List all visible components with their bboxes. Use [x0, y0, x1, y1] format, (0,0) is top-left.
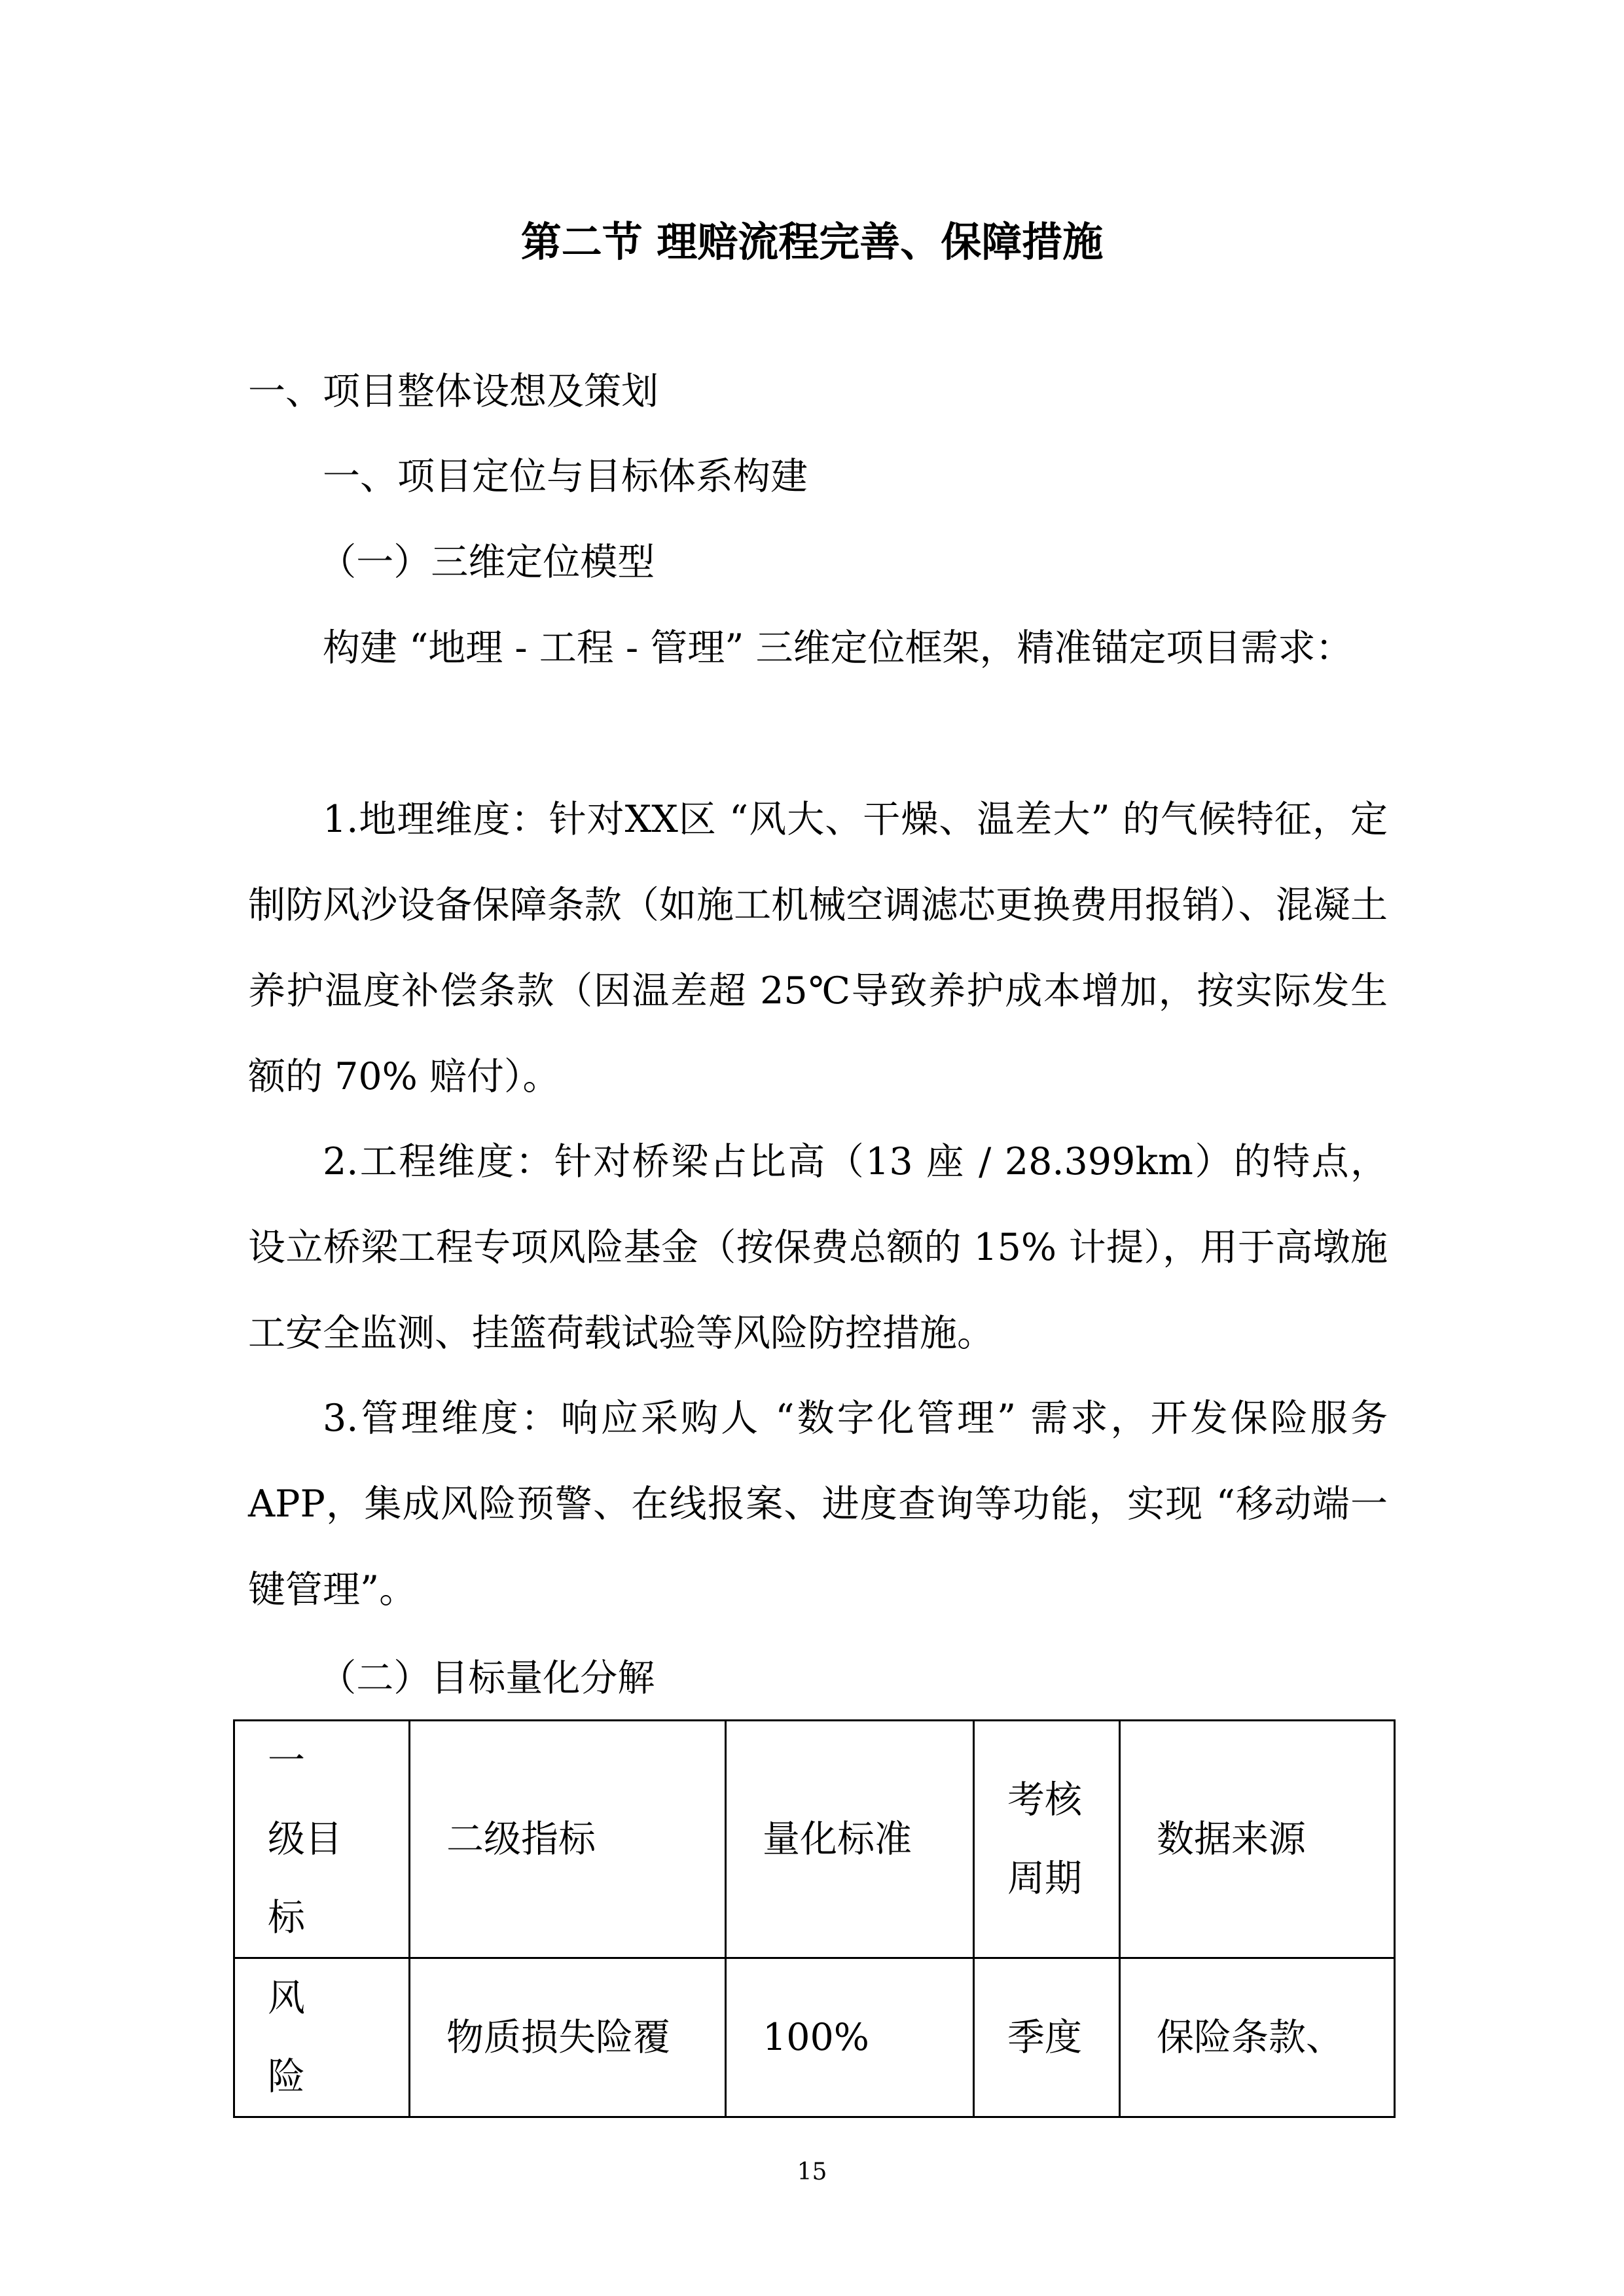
- paragraph-geography: 1.地理维度：针对XX区 “风大、干燥、温差大” 的气候特征，定制防风沙设备保障条款（如施工机械空调滤芯更换费用报销）、混凝土养护温度补偿条款（因温差超 25℃导致养护成本增加，按实际发生额的 70% 赔付）。: [248, 798, 1388, 1098]
- table-header-cell: 考核周期: [974, 1721, 1120, 1958]
- table-cell: 季度: [974, 1958, 1120, 2117]
- heading-level3: （一）三维定位模型: [319, 541, 655, 584]
- paragraph-intro: 构建 “地理 - 工程 - 管理” 三维定位框架，精准锚定项目需求：: [323, 626, 1353, 670]
- table-header-cell: 数据来源: [1120, 1721, 1395, 1958]
- table-cell: 风 险: [234, 1958, 410, 2117]
- page-number: 15: [797, 2159, 827, 2185]
- section-title: 第二节 理赔流程完善、保障措施: [520, 218, 1104, 266]
- heading-level1: 一、项目整体设想及策划: [248, 370, 659, 413]
- table-cell: 物质损失险覆: [410, 1958, 726, 2117]
- table-header-cell: 二级指标: [410, 1721, 726, 1958]
- table-header-cell: 一 级目标: [234, 1721, 410, 1958]
- table-cell: 保险条款、: [1120, 1958, 1395, 2117]
- table-header-row: [234, 1721, 1395, 1958]
- table-row: [234, 1958, 1395, 2117]
- heading-targets: （二）目标量化分解: [319, 1657, 655, 1700]
- table-header-cell: 量化标准: [726, 1721, 974, 1958]
- heading-level2: 一、项目定位与目标体系构建: [323, 455, 808, 498]
- target-table: [233, 1719, 1396, 2118]
- paragraph-management: 3.管理维度：响应采购人 “数字化管理” 需求，开发保险服务APP，集成风险预警、在线报案、进度查询等功能，实现 “移动端一键管理”。: [248, 1397, 1388, 1611]
- table-cell: 100%: [726, 1958, 974, 2117]
- paragraph-engineering: 2.工程维度：针对桥梁占比高（13 座 / 28.399km）的特点，设立桥梁工程专项风险基金（按保费总额的 15% 计提），用于高墩施工安全监测、挂篮荷载试验等风险防控措施。: [248, 1140, 1388, 1355]
